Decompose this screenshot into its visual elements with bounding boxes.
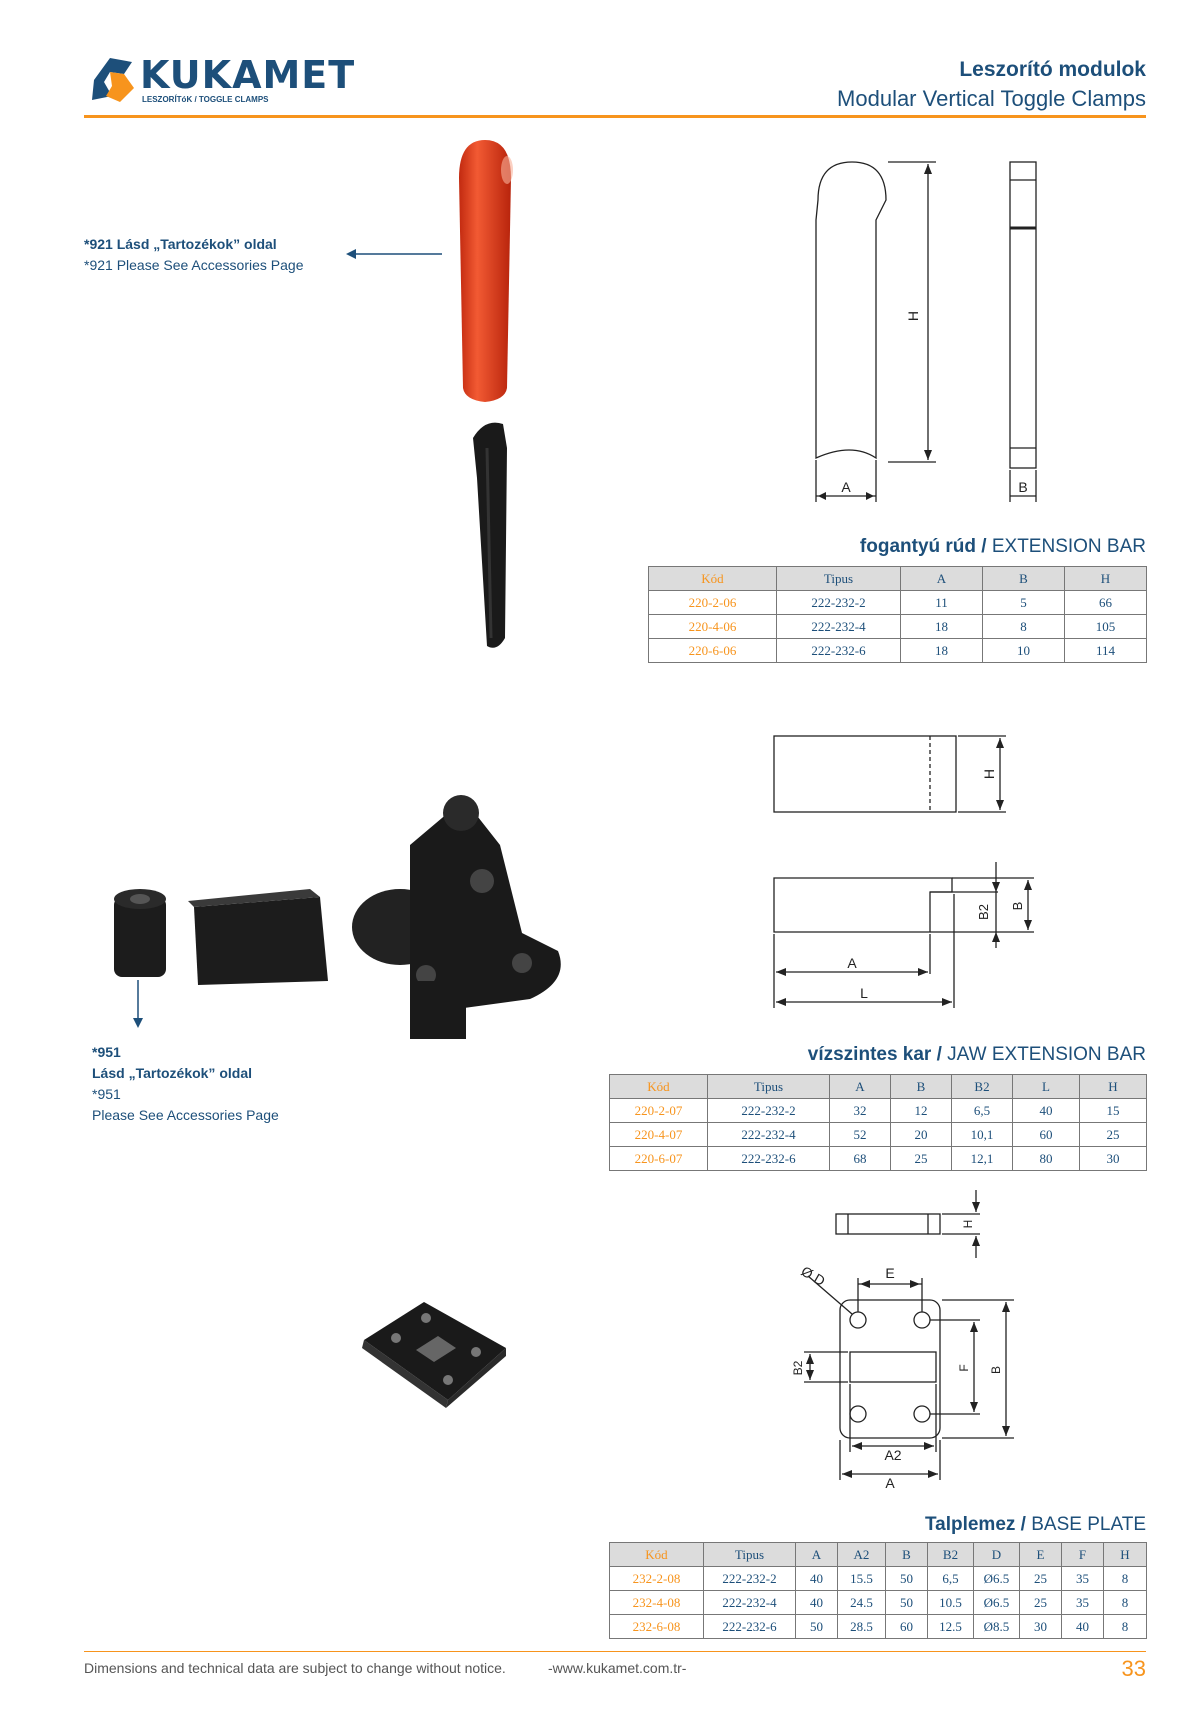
kukamet-logo bbox=[84, 52, 356, 112]
table-row bbox=[610, 1567, 1147, 1591]
section-title-en: BASE PLATE bbox=[1031, 1514, 1146, 1535]
column-header: E bbox=[1020, 1543, 1062, 1567]
table-row bbox=[649, 639, 1147, 663]
note-951 bbox=[92, 1042, 279, 1126]
table-row bbox=[610, 1615, 1147, 1639]
table-cell: 6,5 bbox=[952, 1099, 1013, 1123]
dim-label-f: F bbox=[957, 1364, 971, 1372]
note-921-en: *921 Please See Accessories Page bbox=[84, 257, 304, 273]
footer-website: -www.kukamet.com.tr- bbox=[548, 1660, 687, 1676]
column-header: Tipus bbox=[708, 1075, 830, 1099]
table-cell: 25 bbox=[891, 1147, 952, 1171]
dim-label-h: H bbox=[981, 768, 997, 780]
jaw-extension-table bbox=[609, 1074, 1147, 1171]
table-cell: 60 bbox=[1013, 1123, 1080, 1147]
dim-label-l: L bbox=[860, 985, 868, 1001]
table-cell: 15 bbox=[1080, 1099, 1147, 1123]
column-header: A bbox=[901, 567, 983, 591]
table-cell: 105 bbox=[1065, 615, 1147, 639]
table-cell: 28.5 bbox=[838, 1615, 886, 1639]
table-cell: 18 bbox=[901, 615, 983, 639]
table-cell: 40 bbox=[796, 1567, 838, 1591]
product-code-cell: 220-6-06 bbox=[649, 639, 777, 663]
table-cell: 222-232-6 bbox=[708, 1147, 830, 1171]
table-cell: 8 bbox=[983, 615, 1065, 639]
product-code-cell: 232-4-08 bbox=[610, 1591, 704, 1615]
footer-divider bbox=[84, 1651, 1146, 1652]
column-header: Kód bbox=[610, 1543, 704, 1567]
table-cell: Ø6.5 bbox=[974, 1591, 1020, 1615]
column-header: B bbox=[891, 1075, 952, 1099]
table-cell: 12.5 bbox=[928, 1615, 974, 1639]
table-cell: 8 bbox=[1104, 1567, 1147, 1591]
table-cell: 30 bbox=[1020, 1615, 1062, 1639]
table-cell: 10.5 bbox=[928, 1591, 974, 1615]
product-code-cell: 220-6-07 bbox=[610, 1147, 708, 1171]
dim-label-b2: B2 bbox=[791, 1360, 805, 1376]
column-header: A bbox=[796, 1543, 838, 1567]
table-cell: Ø8.5 bbox=[974, 1615, 1020, 1639]
column-header: H bbox=[1104, 1543, 1147, 1567]
table-cell: 25 bbox=[1080, 1123, 1147, 1147]
table-cell: 8 bbox=[1104, 1591, 1147, 1615]
table-cell: 18 bbox=[901, 639, 983, 663]
footer-disclaimer: Dimensions and technical data are subject to change without notice. bbox=[84, 1660, 506, 1676]
column-header: H bbox=[1080, 1075, 1147, 1099]
column-header: Tipus bbox=[777, 567, 901, 591]
product-code-cell: 220-4-07 bbox=[610, 1123, 708, 1147]
extension-bar-drawing bbox=[800, 150, 1060, 510]
table-cell: 40 bbox=[796, 1591, 838, 1615]
table-cell: 10 bbox=[983, 639, 1065, 663]
handle-photo bbox=[445, 138, 525, 408]
header-divider bbox=[84, 115, 1146, 118]
table-cell: 80 bbox=[1013, 1147, 1080, 1171]
table-cell: 12 bbox=[891, 1099, 952, 1123]
column-header: A2 bbox=[838, 1543, 886, 1567]
section-title-extension-bar bbox=[860, 536, 1146, 558]
column-header: L bbox=[1013, 1075, 1080, 1099]
table-cell: 25 bbox=[1020, 1591, 1062, 1615]
table-cell: 222-232-6 bbox=[777, 639, 901, 663]
note-921-tr: *921 Lásd „Tartozékok” oldal bbox=[84, 236, 277, 252]
brand-subtitle: LESZORÍTóK / TOGGLE CLAMPS bbox=[142, 95, 269, 104]
table-cell: 68 bbox=[830, 1147, 891, 1171]
section-title-tr: fogantyú rúd / bbox=[859, 536, 992, 557]
table-cell: 35 bbox=[1062, 1567, 1104, 1591]
table-cell: 12,1 bbox=[952, 1147, 1013, 1171]
table-header-row bbox=[610, 1543, 1147, 1567]
table-cell: 222-232-4 bbox=[777, 615, 901, 639]
note-951-tr: Lásd „Tartozékok” oldal bbox=[92, 1065, 252, 1081]
arrow-left-icon bbox=[346, 248, 442, 260]
table-cell: 60 bbox=[886, 1615, 928, 1639]
clamp-assembly-photo bbox=[110, 785, 570, 1045]
extension-bar-table bbox=[648, 566, 1147, 663]
table-cell: 6,5 bbox=[928, 1567, 974, 1591]
dim-label-a: A bbox=[841, 479, 851, 495]
dim-label-b: B bbox=[1018, 479, 1028, 495]
page-title: Leszorító modulok bbox=[959, 58, 1146, 81]
table-header-row bbox=[610, 1075, 1147, 1099]
table-cell: 114 bbox=[1065, 639, 1147, 663]
jaw-extension-drawing bbox=[770, 730, 1050, 1010]
logo-mark-icon bbox=[84, 52, 140, 108]
table-cell: 50 bbox=[796, 1615, 838, 1639]
section-title-tr: Talplemez / bbox=[924, 1514, 1032, 1535]
dim-label-a: A bbox=[885, 1475, 895, 1491]
table-cell: 50 bbox=[886, 1591, 928, 1615]
dim-label-a2: A2 bbox=[884, 1447, 902, 1463]
table-cell: 32 bbox=[830, 1099, 891, 1123]
extension-bar-photo bbox=[467, 418, 517, 654]
column-header: Tipus bbox=[704, 1543, 796, 1567]
dim-label-b: B bbox=[1010, 901, 1025, 911]
column-header: D bbox=[974, 1543, 1020, 1567]
note-951-en: Please See Accessories Page bbox=[92, 1107, 279, 1123]
section-title-tr: vízszintes kar / bbox=[807, 1044, 948, 1065]
table-cell: 5 bbox=[983, 591, 1065, 615]
table-cell: 35 bbox=[1062, 1591, 1104, 1615]
table-cell: 24.5 bbox=[838, 1591, 886, 1615]
table-row bbox=[610, 1591, 1147, 1615]
column-header: A bbox=[830, 1075, 891, 1099]
table-cell: 11 bbox=[901, 591, 983, 615]
table-cell: Ø6.5 bbox=[974, 1567, 1020, 1591]
page-subtitle: Modular Vertical Toggle Clamps bbox=[837, 86, 1146, 111]
table-cell: 52 bbox=[830, 1123, 891, 1147]
page-number: 33 bbox=[1121, 1656, 1146, 1681]
table-cell: 222-232-4 bbox=[704, 1591, 796, 1615]
column-header: Kód bbox=[649, 567, 777, 591]
column-header: Kód bbox=[610, 1075, 708, 1099]
table-cell: 10,1 bbox=[952, 1123, 1013, 1147]
table-row bbox=[649, 591, 1147, 615]
product-code-cell: 220-4-06 bbox=[649, 615, 777, 639]
section-title-jaw-extension bbox=[808, 1044, 1146, 1066]
section-title-en: JAW EXTENSION BAR bbox=[947, 1044, 1146, 1065]
table-cell: 15.5 bbox=[838, 1567, 886, 1591]
product-code-cell: 220-2-06 bbox=[649, 591, 777, 615]
note-921 bbox=[84, 234, 303, 276]
column-header: B2 bbox=[952, 1075, 1013, 1099]
table-cell: 222-232-2 bbox=[777, 591, 901, 615]
base-plate-table bbox=[609, 1542, 1147, 1639]
column-header: B bbox=[886, 1543, 928, 1567]
table-cell: 222-232-2 bbox=[708, 1099, 830, 1123]
note-951-num-en: *951 bbox=[92, 1086, 121, 1102]
product-code-cell: 220-2-07 bbox=[610, 1099, 708, 1123]
dim-label-a: A bbox=[847, 955, 857, 971]
arrow-down-icon bbox=[132, 980, 144, 1028]
table-header-row bbox=[649, 567, 1147, 591]
column-header: H bbox=[1065, 567, 1147, 591]
table-cell: 40 bbox=[1062, 1615, 1104, 1639]
column-header: B2 bbox=[928, 1543, 974, 1567]
table-cell: 222-232-6 bbox=[704, 1615, 796, 1639]
product-code-cell: 232-6-08 bbox=[610, 1615, 704, 1639]
dim-label-h: H bbox=[961, 1219, 975, 1229]
section-title-en: EXTENSION BAR bbox=[991, 536, 1146, 557]
dim-label-b2: B2 bbox=[976, 904, 991, 920]
table-cell: 50 bbox=[886, 1567, 928, 1591]
table-cell: 40 bbox=[1013, 1099, 1080, 1123]
brand-name: KUKAMET bbox=[140, 53, 356, 97]
column-header: F bbox=[1062, 1543, 1104, 1567]
table-cell: 8 bbox=[1104, 1615, 1147, 1639]
base-plate-drawing bbox=[778, 1182, 1038, 1492]
section-title-base-plate bbox=[925, 1514, 1146, 1536]
table-cell: 25 bbox=[1020, 1567, 1062, 1591]
table-cell: 222-232-2 bbox=[704, 1567, 796, 1591]
column-header: B bbox=[983, 567, 1065, 591]
table-cell: 20 bbox=[891, 1123, 952, 1147]
table-cell: 222-232-4 bbox=[708, 1123, 830, 1147]
table-cell: 30 bbox=[1080, 1147, 1147, 1171]
dim-label-e: E bbox=[885, 1265, 895, 1281]
table-row bbox=[610, 1099, 1147, 1123]
table-row bbox=[610, 1147, 1147, 1171]
dim-label-b: B bbox=[989, 1365, 1003, 1375]
dim-label-d: Ø D bbox=[798, 1262, 829, 1290]
note-951-num: *951 bbox=[92, 1044, 121, 1060]
table-cell: 66 bbox=[1065, 591, 1147, 615]
dim-label-h: H bbox=[905, 310, 921, 322]
base-plate-photo bbox=[360, 1300, 510, 1410]
table-row bbox=[649, 615, 1147, 639]
table-row bbox=[610, 1123, 1147, 1147]
product-code-cell: 232-2-08 bbox=[610, 1567, 704, 1591]
